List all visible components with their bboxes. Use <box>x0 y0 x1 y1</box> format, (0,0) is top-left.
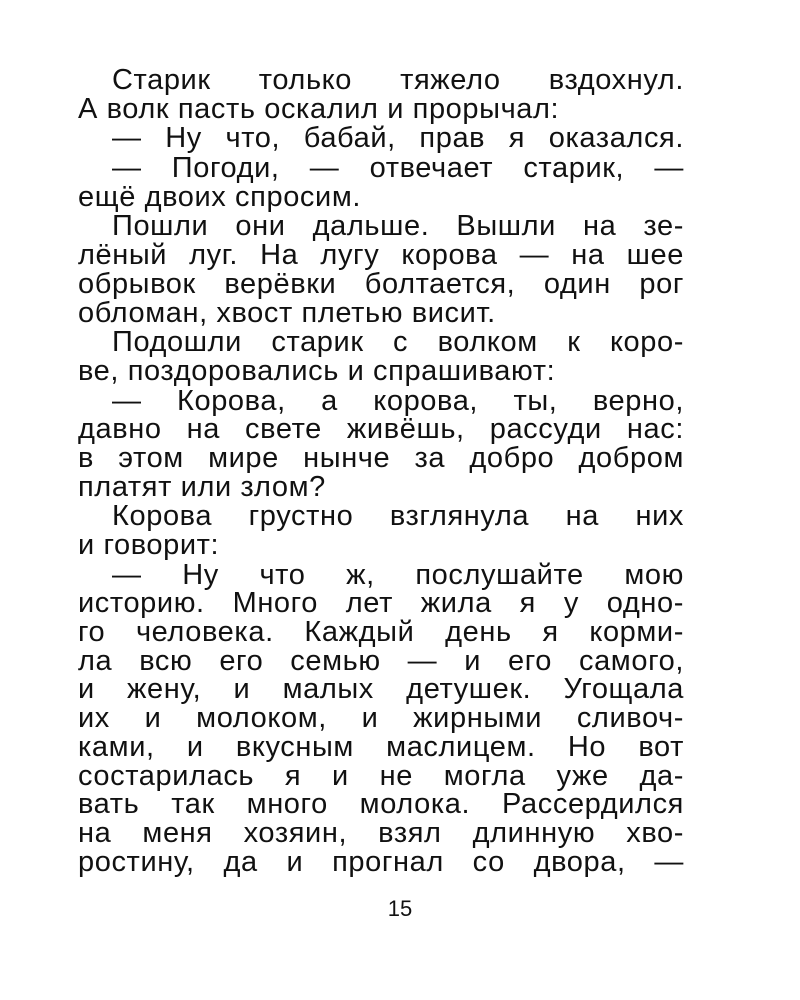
text-line: на меня хозяин, взял длинную хво- <box>78 816 684 849</box>
text-line: вать так много молока. Рассердился <box>78 788 684 821</box>
text-line: и говорит: <box>78 529 220 561</box>
text-line: ла всю его семью — и его самого, <box>78 644 684 677</box>
text-line: ве, поздоровались и спрашивают: <box>78 354 556 387</box>
paragraph <box>78 154 684 211</box>
text-line: го человека. Каждый день я корми- <box>78 616 684 649</box>
paragraph <box>78 384 684 503</box>
text-line: давно на свете живёшь, рассуди нас: <box>78 413 684 446</box>
text-line: Пошли они дальше. Вышли на зе- <box>112 210 684 243</box>
paragraph <box>78 328 684 385</box>
paragraph <box>78 502 684 559</box>
text-line: — Ну что ж, послушайте мою <box>112 558 684 591</box>
text-line: ещё двоих спросим. <box>78 180 362 213</box>
text-line: и жену, и малых детушек. Угощала <box>78 673 684 706</box>
text-line: обрывок верёвки болтается, один рог <box>78 267 684 300</box>
paragraph <box>78 212 684 327</box>
text-line: платят или злом? <box>78 470 326 503</box>
text-line: — Погоди, — отвечает старик, — <box>112 152 684 185</box>
book-page-text <box>78 66 684 906</box>
text-line: их и молоком, и жирными сливоч- <box>78 702 684 735</box>
text-line: Подошли старик с волком к коро- <box>112 326 684 359</box>
text-line: Корова грустно взглянула на них <box>112 500 684 533</box>
text-line: А волк пасть оскалил и прорычал: <box>78 92 560 125</box>
paragraph <box>78 558 684 878</box>
text-line: Старик только тяжело вздохнул. <box>112 64 684 96</box>
text-line: — Ну что, бабай, прав я оказался. <box>112 122 684 155</box>
page-number: 15 <box>387 896 413 921</box>
text-line: ростину, да и прогнал со двора, — <box>78 845 684 878</box>
paragraph <box>78 124 684 153</box>
text-line: — Корова, а корова, ты, верно, <box>112 384 684 417</box>
text-line: лёный луг. На лугу корова — на шее <box>78 239 684 272</box>
text-line: обломан, хвост плетью висит. <box>78 296 496 329</box>
text-line: ками, и вкусным маслицем. Но вот <box>78 730 684 763</box>
paragraph <box>78 66 684 123</box>
text-line: в этом мире нынче за добро добром <box>78 441 684 474</box>
text-line: историю. Много лет жила я у одно- <box>78 587 684 620</box>
text-line: состарилась я и не могла уже да- <box>78 759 684 792</box>
